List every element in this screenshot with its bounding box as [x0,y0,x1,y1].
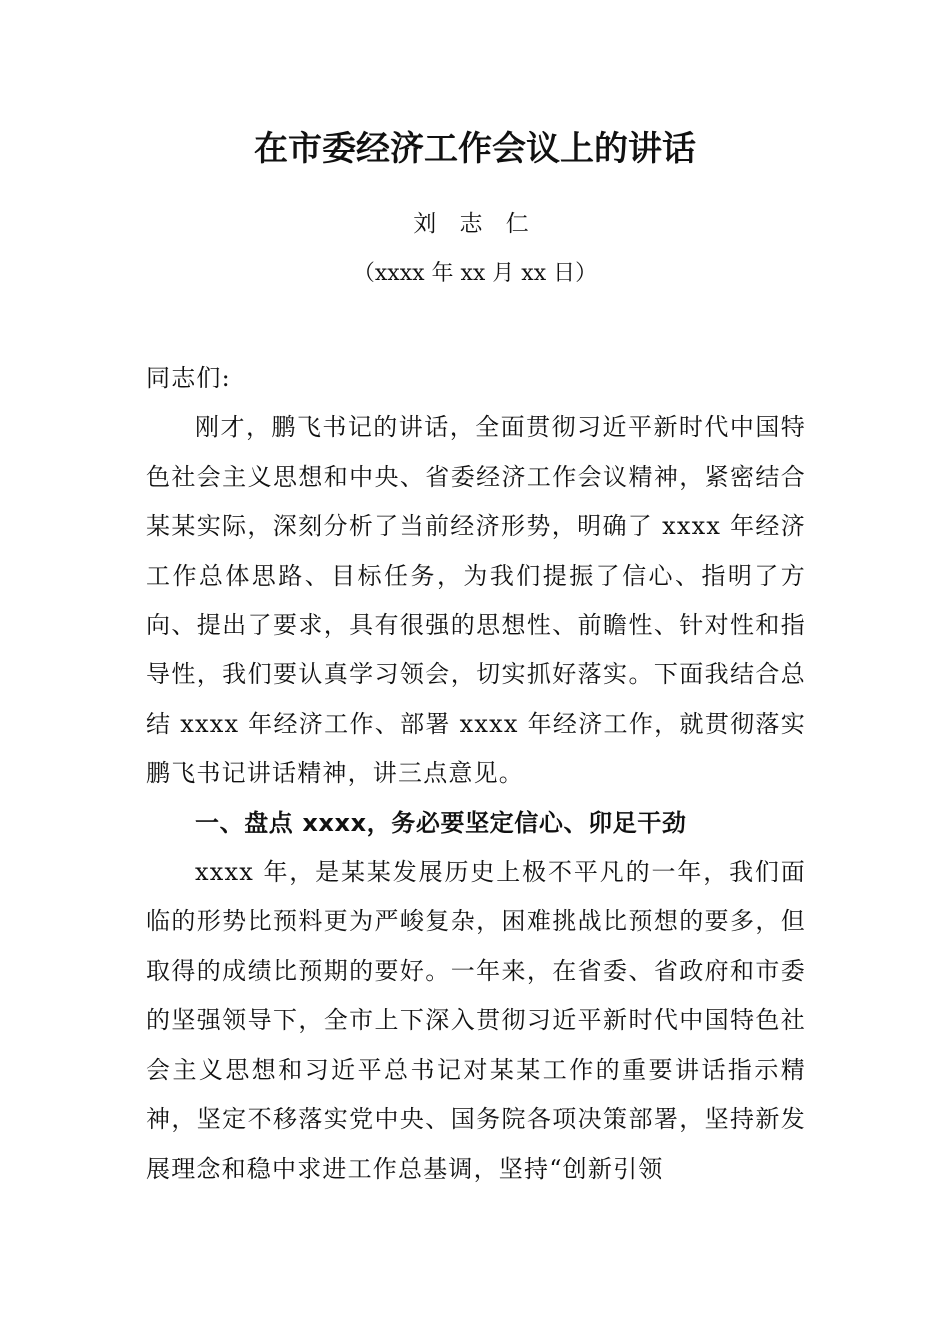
speech-date: （xxxx 年 xx 月 xx 日） [352,261,598,286]
paragraph: 刚才，鹏飞书记的讲话，全面贯彻习近平新时代中国特色社会主义思想和中央、省委经济工作会议精神，紧密结合某某实际，深刻分析了当前经济形势，明确了 xxxx 年经济工作总体思路、目标任务，为我们提振了信心、指明了方向、提出了要求，具有很强的思想性、前瞻性、针对性和指导性，我们要认真学习领会，切实抓好落实。下面我结合总结 xxxx 年经济工作、部署 xxxx 年经济工作，就贯彻落实鹏飞书记讲话精神，讲三点意见。 [146,413,806,788]
document-body [146,354,806,1194]
author-name: 刘 志 仁 [413,211,537,237]
document-title: 在市委经济工作会议上的讲话 [254,129,696,169]
paragraph: xxxx 年，是某某发展历史上极不平凡的一年，我们面临的形势比预料更为严峻复杂，困难挑战比预想的要多，但取得的成绩比预期的要好。一年来，在省委、省政府和市委的坚强领导下，全市上下深入贯彻习近平新时代中国特色社会主义思想和习近平总书记对某某工作的重要讲话指示精神，坚定不移落实党中央、国务院各项决策部署，坚持新发展理念和稳中求进工作总基调，坚持“创新引领 [146,858,806,1183]
salutation: 同志们: [146,364,231,392]
section-heading: 一、盘点 xxxx，务必要坚定信心、卯足干劲 [195,808,687,837]
